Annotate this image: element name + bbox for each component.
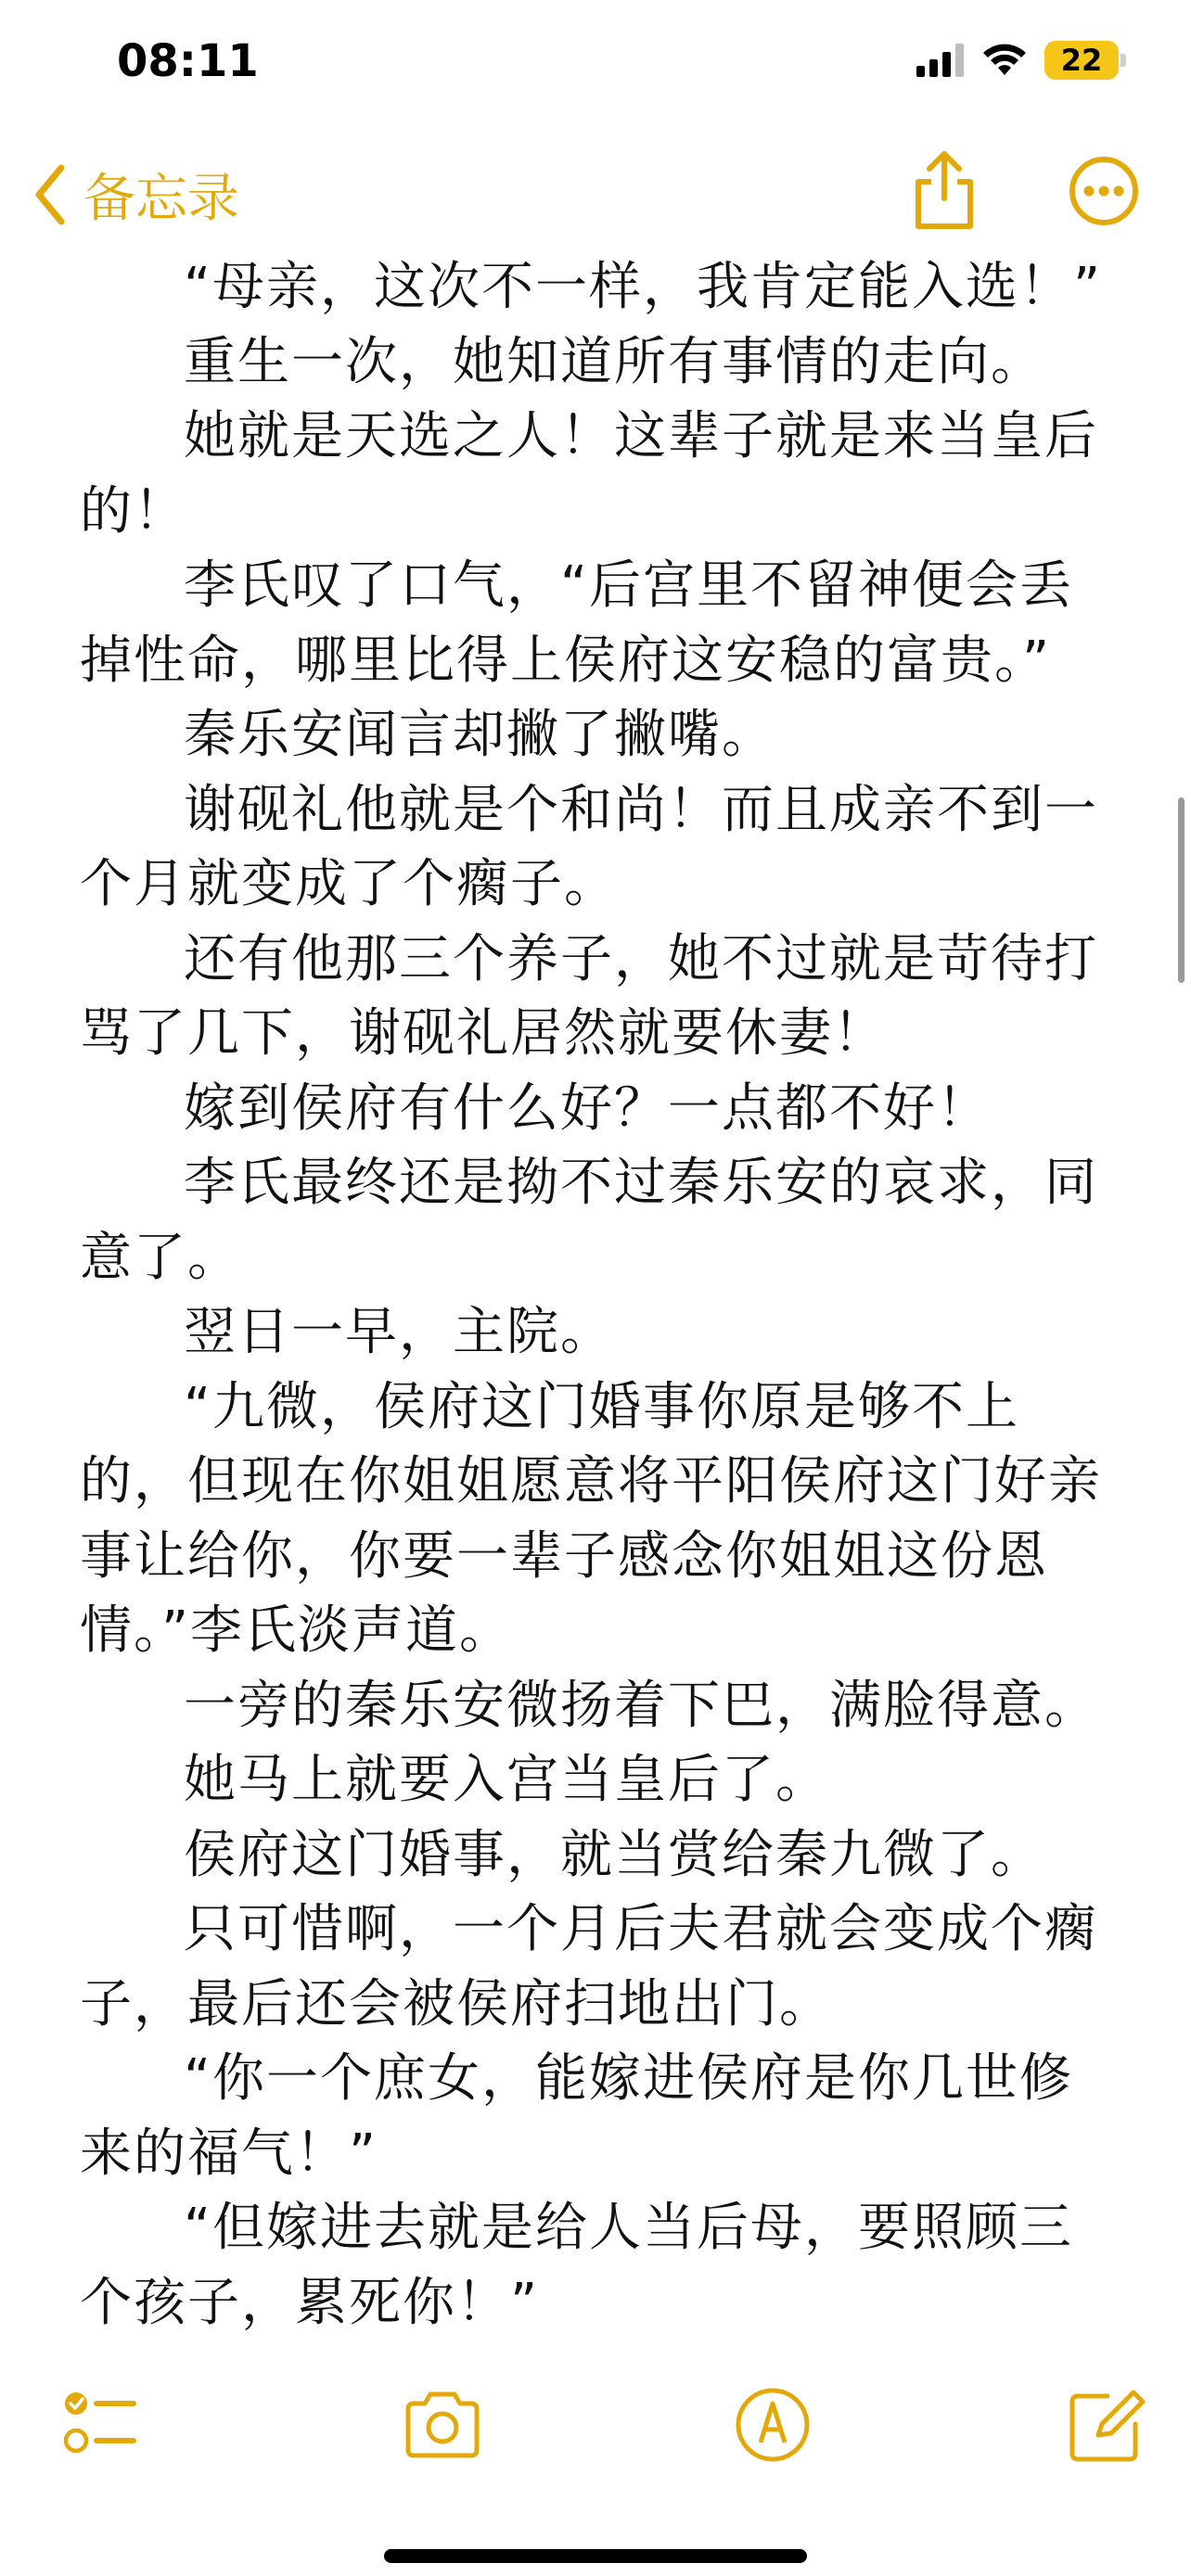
chevron-left-icon xyxy=(33,164,67,225)
status-bar xyxy=(0,0,1191,139)
note-paragraph: 只可惜啊，一个月后夫君就会变成个瘸子，最后还会被侯府扫地出门。 xyxy=(80,1899,1098,2034)
markup-icon[interactable] xyxy=(731,2383,814,2467)
battery-level: 22 xyxy=(1044,41,1119,80)
note-paragraph: 秦乐安闻言却撇了撇嘴。 xyxy=(184,705,775,765)
back-button[interactable] xyxy=(33,158,239,232)
status-indicators xyxy=(916,41,1126,80)
status-time: 08:11 xyxy=(117,35,259,87)
note-paragraph: 谢砚礼他就是个和尚！而且成亲不到一个月就变成了个瘸子。 xyxy=(80,779,1098,914)
camera-icon[interactable] xyxy=(401,2383,484,2467)
note-paragraph: “但嫁进去就是给人当后母，要照顾三个孩子，累死你！” xyxy=(80,2198,1074,2333)
compose-icon[interactable] xyxy=(1065,2383,1148,2467)
note-paragraph: 侯府这门婚事，就当赏给秦九微了。 xyxy=(184,1824,1044,1885)
note-paragraph: “九微，侯府这门婚事你原是够不上的，但现在你姐姐愿意将平阳侯府这门好亲事让给你，你要一辈子感念你姐姐这份恩情。”李氏淡声道。 xyxy=(80,1376,1102,1661)
share-icon[interactable] xyxy=(907,148,981,232)
scroll-indicator[interactable] xyxy=(1178,797,1185,983)
note-paragraph: 重生一次，她知道所有事情的走向。 xyxy=(184,331,1044,392)
cellular-signal-icon xyxy=(916,44,965,77)
battery-indicator xyxy=(1044,41,1126,80)
wifi-icon xyxy=(981,44,1028,77)
note-paragraph: 李氏最终还是拗不过秦乐安的哀求，同意了。 xyxy=(80,1153,1098,1288)
note-paragraph: 她就是天选之人！这辈子就是来当皇后的！ xyxy=(80,406,1098,542)
back-button-label: 备忘录 xyxy=(83,169,239,229)
note-paragraph: 她马上就要入宫当皇后了。 xyxy=(184,1750,829,1810)
note-paragraph: 嫁到侯府有什么好？一点都不好！ xyxy=(184,1078,991,1139)
note-paragraph: 还有他那三个养子，她不过就是苛待打骂了几下，谢砚礼居然就要休妻！ xyxy=(80,928,1098,1064)
note-paragraph: “母亲，这次不一样，我肯定能入选！” xyxy=(184,257,1103,317)
checklist-icon[interactable] xyxy=(58,2383,141,2467)
note-paragraph: 翌日一早，主院。 xyxy=(184,1302,614,1362)
battery-tip xyxy=(1121,54,1126,67)
note-paragraph: 李氏叹了口气，“后宫里不留神便会丢掉性命，哪里比得上侯府这安稳的富贵。” xyxy=(80,555,1074,691)
note-body[interactable] xyxy=(80,250,1119,2340)
note-paragraph: 一旁的秦乐安微扬着下巴，满脸得意。 xyxy=(184,1675,1098,1736)
note-paragraph: “你一个庶女，能嫁进侯府是你几世修来的福气！” xyxy=(80,2048,1074,2184)
bottom-toolbar xyxy=(0,2383,1191,2485)
more-options-icon[interactable] xyxy=(1067,154,1141,228)
home-indicator[interactable] xyxy=(384,2549,807,2563)
navigation-bar xyxy=(0,148,1191,241)
